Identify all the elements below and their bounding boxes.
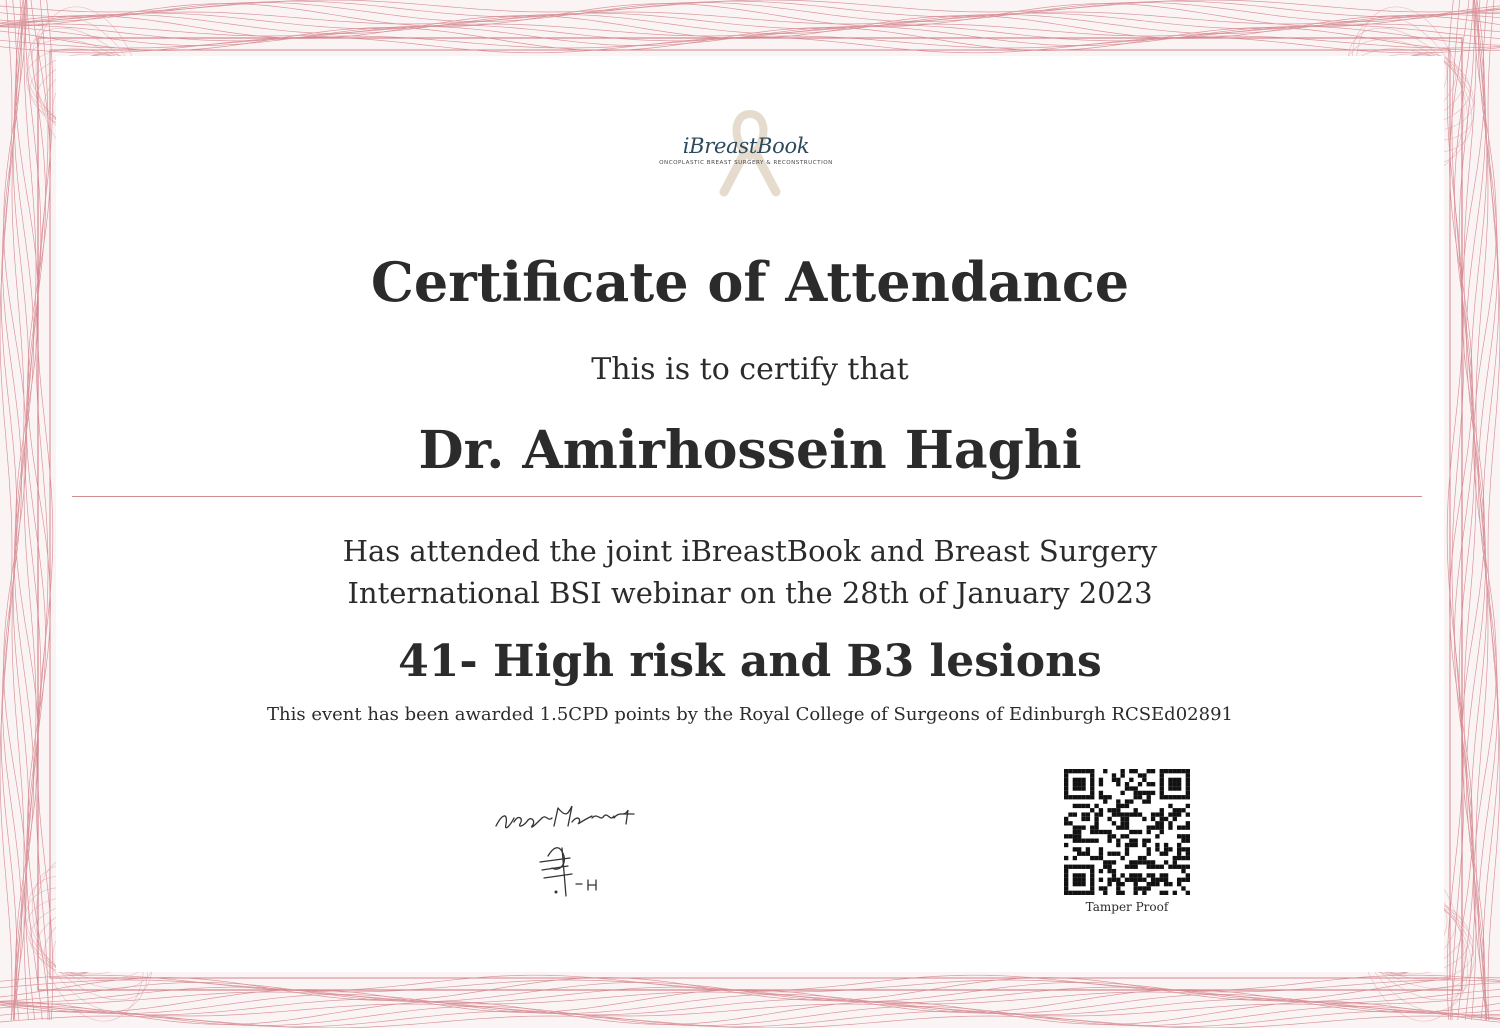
brand-logo xyxy=(640,104,860,200)
webinar-topic: 41- High risk and B3 lesions xyxy=(398,636,1102,687)
handwritten-signature xyxy=(488,796,648,906)
attendance-statement xyxy=(0,530,1500,614)
certify-text: This is to certify that xyxy=(591,352,909,387)
qr-caption: Tamper Proof xyxy=(1085,900,1169,914)
attendance-line-2: International BSI webinar on the 28th of January 2023 xyxy=(347,576,1153,610)
certificate-title: Certificate of Attendance xyxy=(370,250,1130,314)
name-divider xyxy=(72,496,1422,497)
brand-tagline: ONCOPLASTIC BREAST SURGERY & RECONSTRUCTION xyxy=(659,160,833,166)
attendance-line-1: Has attended the joint iBreastBook and Breast Surgery xyxy=(342,534,1158,568)
cpd-note: This event has been awarded 1.5CPD points by the Royal College of Surgeons of Edinburgh RCSEd02891 xyxy=(267,704,1233,725)
qr-code[interactable] xyxy=(1064,769,1190,895)
brand-name: iBreastBook xyxy=(682,134,810,158)
recipient-name: Dr. Amirhossein Haghi xyxy=(418,420,1082,481)
